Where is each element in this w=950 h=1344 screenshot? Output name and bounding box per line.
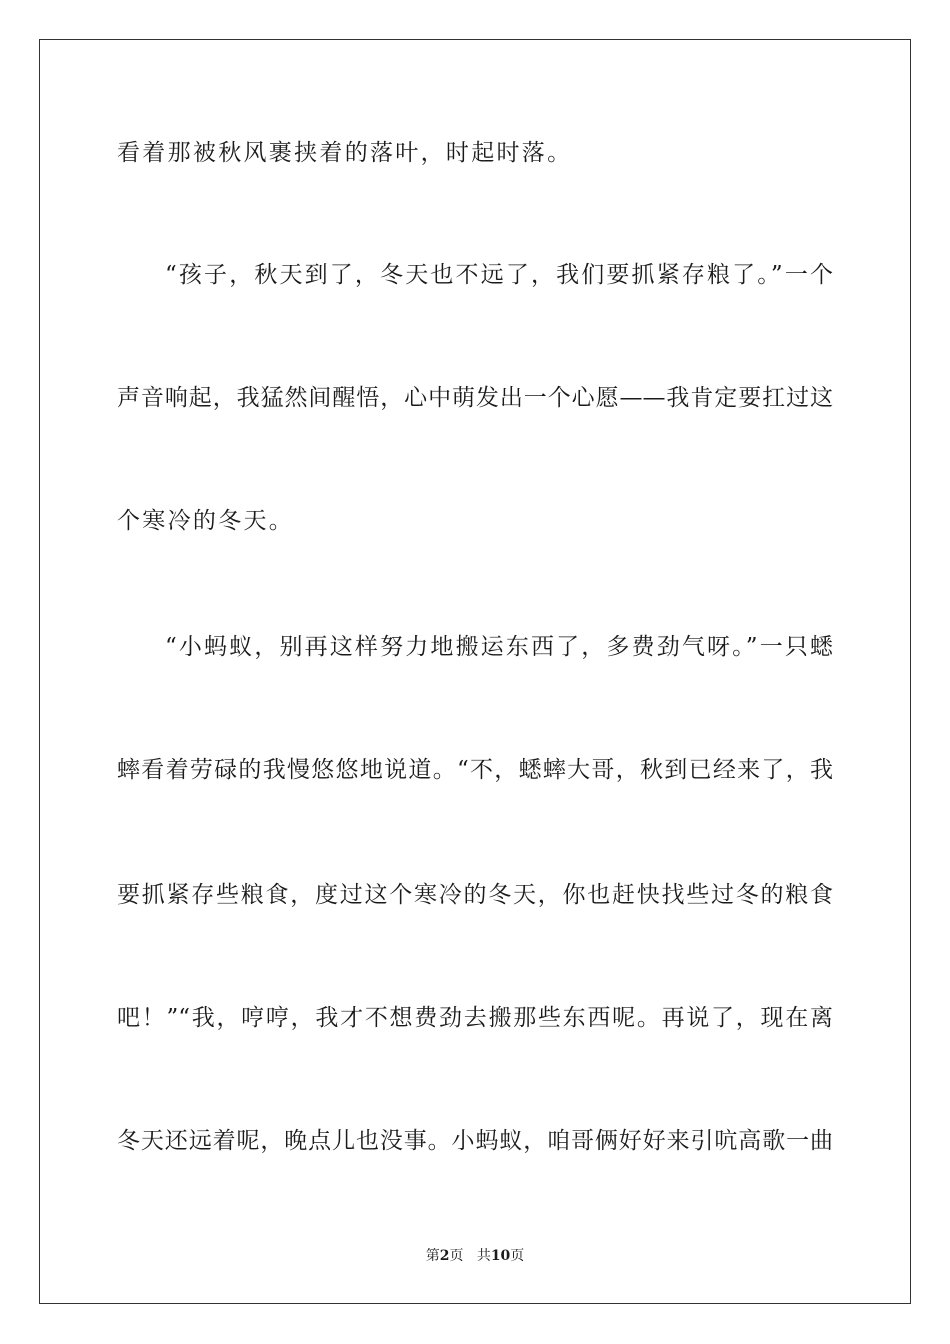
page-number: 2 (439, 1248, 450, 1264)
page-suffix: 页 (449, 1248, 464, 1264)
body-line-6: 蟀看着劳碌的我慢悠悠地说道。“不，蟋蟀大哥，秋到已经来了，我 (117, 757, 833, 783)
total-prefix: 共 (476, 1248, 491, 1264)
body-line-1: 看着那被秋风裹挟着的落叶，时起时落。 (117, 140, 573, 166)
body-line-5: “小蚂蚁，别再这样努力地搬运东西了，多费劲气呀。”一只蟋 (165, 634, 833, 660)
body-line-4: 个寒冷的冬天。 (117, 508, 295, 534)
page-frame (39, 39, 911, 1304)
body-line-2: “孩子，秋天到了，冬天也不远了，我们要抓紧存粮了。”一个 (165, 262, 833, 288)
body-line-8: 吧！”“我，哼哼，我才不想费劲去搬那些东西呢。再说了，现在离 (117, 1005, 833, 1031)
total-pages: 10 (490, 1248, 511, 1264)
page-footer (0, 1246, 950, 1266)
body-line-7: 要抓紧存些粮食，度过这个寒冷的冬天，你也赶快找些过冬的粮食 (117, 882, 833, 908)
body-line-9: 冬天还远着呢，晚点儿也没事。小蚂蚁，咱哥俩好好来引吭高歌一曲 (117, 1128, 833, 1154)
body-line-3: 声音响起，我猛然间醒悟，心中萌发出一个心愿——我肯定要扛过这 (117, 385, 833, 411)
total-suffix: 页 (510, 1248, 525, 1264)
page-prefix: 第 (425, 1248, 440, 1264)
